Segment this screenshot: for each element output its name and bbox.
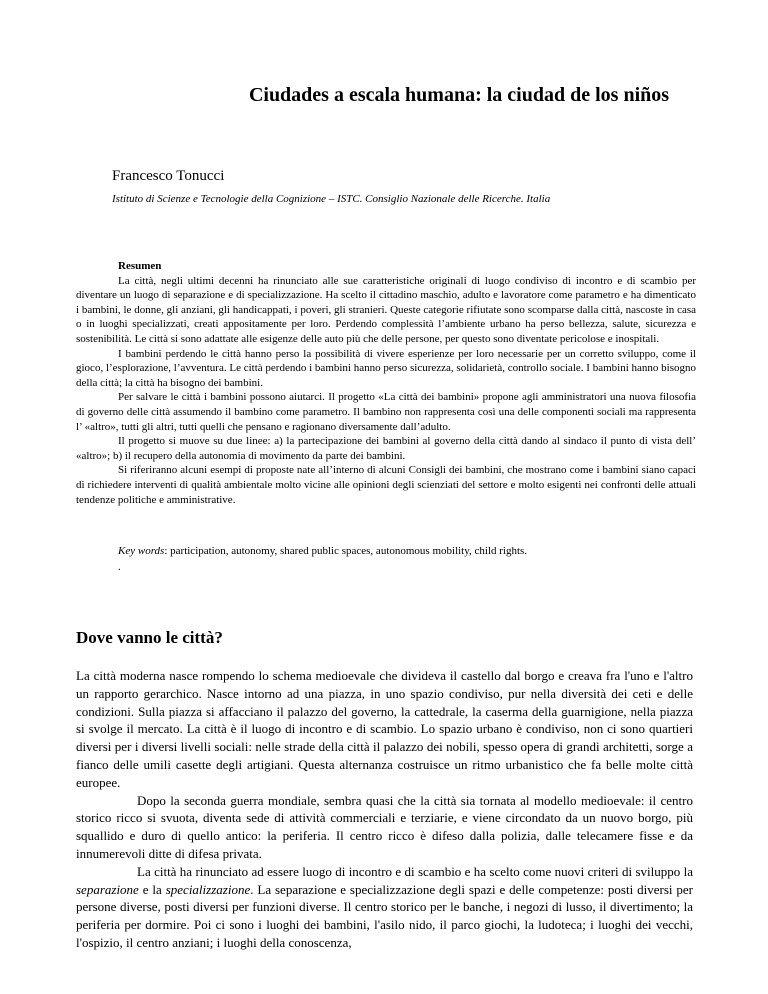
emphasis-specializzazione: specializzazione: [165, 881, 251, 897]
abstract-heading: Resumen: [118, 260, 162, 272]
body-text-run: e la: [138, 881, 166, 897]
author-affiliation: Istituto di Scienze e Tecnologie della Cognizione – ISTC. Consiglio Nazionale delle Ricerche. Italia: [112, 193, 551, 205]
body-paragraph: La città moderna nasce rompendo lo schema medioevale che divideva il castello dal borgo e creava fra l'uno e l'altro un rapporto gerarchico. Nasce intorno ad una piazza, in uno spazio condiviso, pur nella diversità dei ceti e delle condizioni. Sulla piazza si affacciano il palazzo del governo, la cattedrale, la caserma della guarnigione, nella piazza si svolge il mercato. La città è il luogo di incontro e di scambio. Lo spazio urbano è condiviso, non ci sono quartieri diversi per i diversi livelli sociali: nelle strade della città il palazzo dei nobili, spesso opera di grandi architetti, sorge a fianco delle umili casette degli artigiani. Questa alternanza costruisce un ritmo urbanistico che fa belle molte città europee.: [76, 668, 693, 790]
section-heading: Dove vanno le città?: [76, 628, 223, 647]
abstract-paragraph: La città, negli ultimi decenni ha rinunciato alle sue caratteristiche originali di luogo condiviso di incontro e di scambio per diventare un luogo di separazione e di specializzazione. Ha scelto il cittadino maschio, adulto e lavoratore come parametro e ha dimenticato i bambini, le donne, gli anziani, gli handicappati, i poveri, gli stranieri. Queste categorie rifiutate sono scomparse dalla città, nascoste in casa o in luoghi specializzati, creati appositamente per loro. Perdendo complessità l’ambiente urbano ha perso bellezza, salute, sicurezza e sostenibilità. Le città si sono adattate alle esigenze delle auto più che delle persone, per questo sono diventate pericolose e inospitali.: [76, 274, 696, 345]
keywords: [118, 545, 527, 557]
paper-title: Ciudades a escala humana: la ciudad de los niños: [248, 84, 670, 106]
body-text-run: . La separazione e specializzazione degli spazi e delle competenze: posti diversi per persone diverse, posti diversi per funzioni diverse. Il centro storico per le banche, i negozi di lusso, il divertimento; la periferia per dormire. Poi ci sono i luoghi dei bambini, l'asilo nido, il parco giochi, la ludoteca; i luoghi dei vecchi, l'ospizio, il centro anziani; i luoghi della conoscenza,: [76, 881, 694, 950]
keywords-text: : participation, autonomy, shared public spaces, autonomous mobility, child rights.: [164, 545, 528, 557]
abstract-paragraph: Si riferiranno alcuni esempi di proposte nate all’interno di alcuni Consigli dei bambini, che mostrano come i bambini siano capaci di richiedere interventi di qualità ambientale molto vicine alle opinioni degli scienziati del settore e molto esigenti nei confronti delle attuali tendenze politiche e amministrative.: [76, 464, 696, 506]
abstract-paragraph: Per salvare le città i bambini possono aiutarci. Il progetto «La città dei bambini» propone agli amministratori una nuova filosofia di governo delle città assumendo il bambino come parametro. Il bambino non rappresenta così una delle componenti sociali ma rappresenta l’ «altro», tutti gli altri, tutti quelli che pensano e ragionano diversamente dall’adulto.: [76, 391, 696, 433]
body-paragraph: Dopo la seconda guerra mondiale, sembra quasi che la città sia tornata al modello medioevale: il centro storico ricco si svuota, diventa sede di attività commerciali e terziarie, e viene circondato da un nuovo borgo, più squallido e duro di quello antico: la periferia. Il centro ricco è difeso dalla polizia, dalle telecamere fisse e da innumerevoli ditte di difesa privata.: [76, 792, 693, 861]
keywords-label: Key words: [118, 545, 165, 557]
body-text: [76, 667, 693, 952]
emphasis-separazione: separazione: [76, 881, 139, 897]
body-text-run: La città ha rinunciato ad essere luogo di incontro e di scambio e ha scelto come nuovi criteri di sviluppo la: [137, 863, 693, 879]
body-paragraph: [76, 863, 693, 952]
abstract-paragraph: I bambini perdendo le città hanno perso la possibilità di vivere esperienze per loro necessarie per un corretto sviluppo, come il gioco, l’esplorazione, l’avventura. Le città perdendo i bambini hanno perso sicurezza, solidarietà, controllo sociale. I bambini hanno bisogno della città; la città ha bisogno dei bambini.: [76, 347, 696, 389]
abstract-paragraph: Il progetto si muove su due linee: a) la partecipazione dei bambini al governo della città dando al sindaco il punto di vista dell’ «altro»; b) il recupero della autonomia di movimento da parte dei bambini.: [76, 435, 696, 462]
trailing-dot: .: [118, 561, 121, 573]
author-name: Francesco Tonucci: [112, 168, 225, 184]
abstract: [76, 259, 696, 507]
